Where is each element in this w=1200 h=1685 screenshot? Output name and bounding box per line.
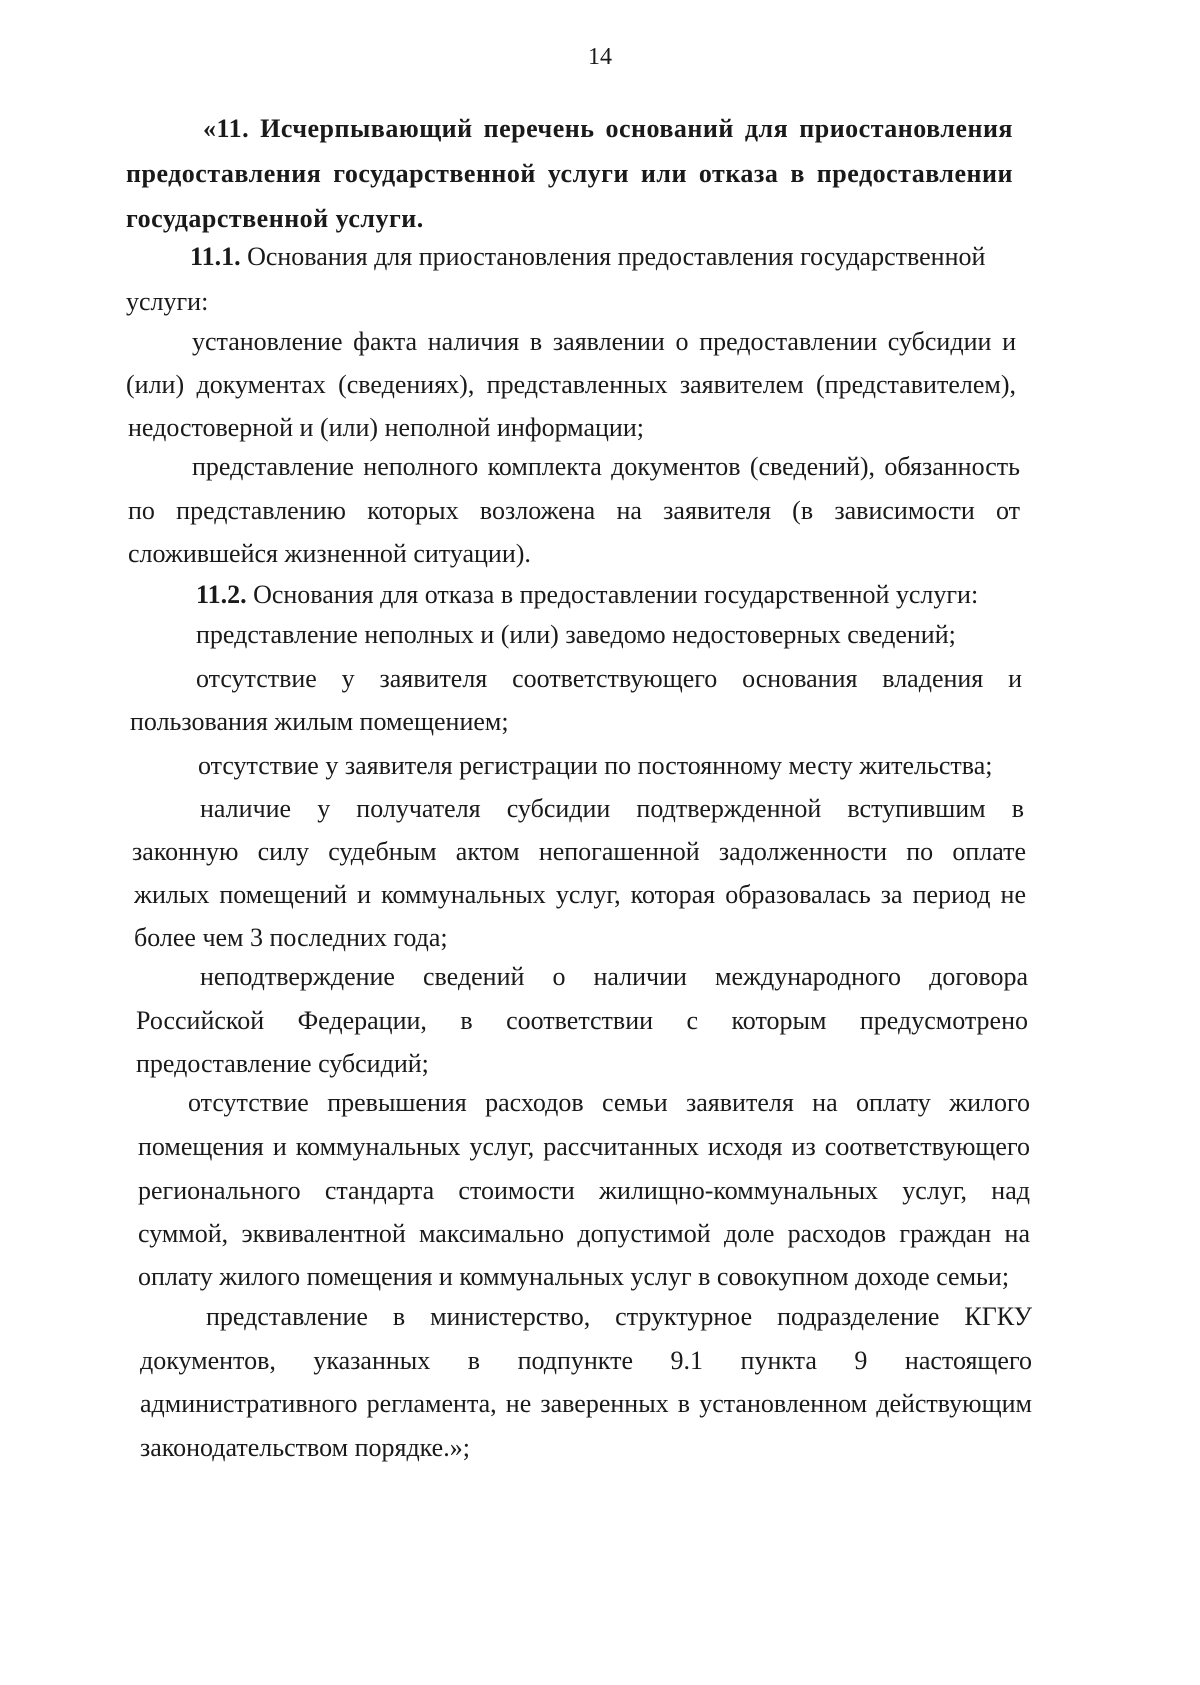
item-9-line-1: представление в министерство, структурное подразделение КГКУ [206,1302,1032,1331]
item-8-line-5: оплату жилого помещения и коммунальных услуг в совокупном доходе семьи; [138,1262,1010,1291]
item-1-line-3: недостоверной и (или) неполной информации; [128,413,644,442]
item-1-line-2: (или) документах (сведениях), представленных заявителем (представителем), [126,370,1016,399]
page-number: 14 [588,44,612,70]
item-6-line-3: жилых помещений и коммунальных услуг, которая образовалась за период не [134,880,1026,909]
item-2-line-2: по представлению которых возложена на заявителя (в зависимости от [128,496,1020,525]
item-9-line-2: документов, указанных в подпункте 9.1 пункта 9 настоящего [140,1346,1032,1375]
item-4-line-2: пользования жилым помещением; [130,707,509,736]
item-4-line-1: отсутствие у заявителя соответствующего основания владения и [196,664,1022,693]
item-5-line-1: отсутствие у заявителя регистрации по постоянному месту жительства; [198,751,993,780]
item-7-line-1: неподтверждение сведений о наличии международного договора [200,962,1028,991]
item-8-line-1: отсутствие превышения расходов семьи заявителя на оплату жилого [188,1088,1030,1117]
item-6-line-2: законную силу судебным актом непогашенной задолженности по оплате [132,837,1026,866]
item-2-line-1: представление неполного комплекта документов (сведений), обязанность [192,452,1020,481]
item-6-line-4: более чем 3 последних года; [134,923,448,952]
heading-line-2: предоставления государственной услуги или отказа в предоставлении [126,159,1013,188]
paragraph-number: 11.1. [190,242,241,271]
item-9-line-3: административного регламента, не заверенных в установленном действующим [140,1389,1032,1418]
heading-line-1: «11. Исчерпывающий перечень оснований для приостановления [203,114,1013,143]
item-6-line-1: наличие у получателя субсидии подтвержденной вступившим в [200,794,1024,823]
item-8-line-3: регионального стандарта стоимости жилищно-коммунальных услуг, над [138,1176,1030,1205]
paragraph-11-2-line-1 [196,578,978,612]
item-8-line-4: суммой, эквивалентной максимально допустимой доле расходов граждан на [138,1219,1030,1248]
paragraph-text: Основания для отказа в предоставлении государственной услуги: [246,580,979,609]
item-2-line-3: сложившейся жизненной ситуации). [128,539,531,568]
paragraph-text: Основания для приостановления предоставления государственной [240,242,986,271]
item-1-line-1: установление факта наличия в заявлении о предоставлении субсидии и [192,327,1016,356]
item-3-line-1: представление неполных и (или) заведомо недостоверных сведений; [196,620,956,649]
item-7-line-3: предоставление субсидий; [136,1049,429,1078]
item-9-line-4: законодательством порядке.»; [140,1433,470,1462]
paragraph-number: 11.2. [196,580,247,609]
item-7-line-2: Российской Федерации, в соответствии с которым предусмотрено [136,1006,1028,1035]
item-8-line-2: помещения и коммунальных услуг, рассчитанных исходя из соответствующего [138,1132,1030,1161]
paragraph-11-1-line-1 [190,240,1015,274]
paragraph-11-1-line-2: услуги: [126,287,209,316]
heading-line-3: государственной услуги. [126,204,424,233]
